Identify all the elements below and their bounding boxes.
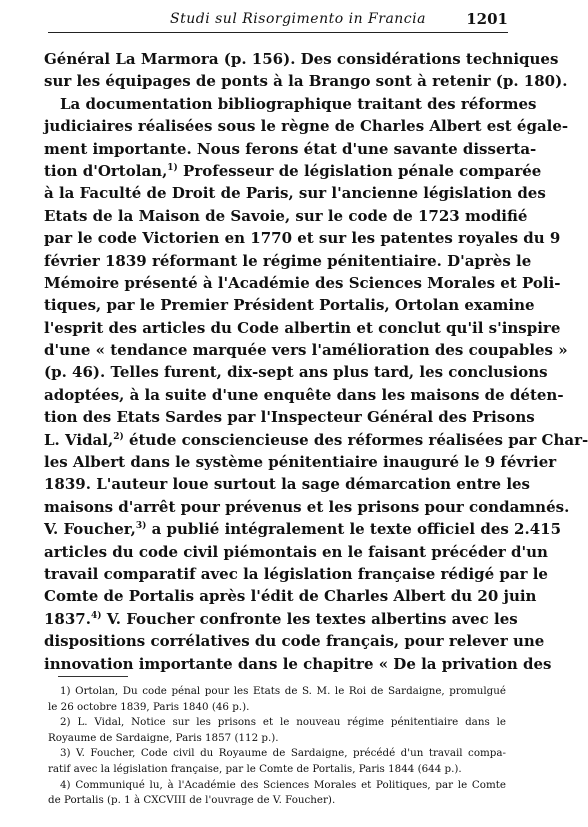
page-header (48, 10, 508, 33)
footnote-line: Royaume de Sardaigne, Paris 1857 (112 p.). (48, 731, 279, 744)
body-line (44, 160, 542, 182)
body-line: les Albert dans le système pénitentiaire inauguré le 9 février (44, 453, 557, 472)
body-line (44, 429, 588, 451)
body-line: Etats de la Maison de Savoie, sur le code de 1723 modifié (44, 206, 528, 225)
body-line: innovation importante dans le chapitre « De la privation des (44, 654, 552, 673)
body-text-segment: V. Foucher confronte les textes albertins avec les (101, 609, 518, 628)
body-line: judiciaires réalisées sous le règne de Charles Albert est égale- (44, 117, 569, 136)
body-line: sur les équipages de ponts à la Brango sont à retenir (p. 180). (44, 72, 568, 91)
body-line (44, 518, 562, 540)
body-text-segment: 1837. (44, 609, 91, 628)
body-line: par le code Victorien en 1770 et sur les patentes royales du 9 (44, 229, 561, 248)
footnote-line: 1) Ortolan, Du code pénal pour les Etats de S. M. le Roi de Sardaigne, promulgué (60, 685, 506, 697)
body-line: d'une « tendance marquée vers l'amélioration des coupables » (44, 341, 568, 360)
body-line: maisons d'arrêt pour prévenus et les prisons pour condamnés. (44, 497, 570, 516)
body-line: dispositions corrélatives du code français, pour relever une (44, 632, 545, 651)
footnote-line: 4) Communiqué lu, à l'Académie des Sciences Morales et Politiques, par le Comte (60, 778, 506, 791)
body-line: Mémoire présenté à l'Académie des Sciences Morales et Poli- (44, 273, 561, 292)
body-line: (p. 46). Telles furent, dix-sept ans plus tard, les conclusions (44, 363, 548, 382)
footnote-divider (58, 676, 128, 677)
body-line: Général La Marmora (p. 156). Des considérations techniques (44, 50, 559, 68)
body-line: Comte de Portalis après l'édit de Charles Albert du 20 juin (44, 587, 537, 606)
body-line: 1839. L'auteur loue surtout la sage démarcation entre les (44, 475, 531, 494)
footnote-line: le 26 octobre 1839, Paris 1840 (46 p.). (48, 700, 250, 713)
body-text-segment: tion d'Ortolan, (44, 161, 168, 180)
body-text-segment: V. Foucher, (44, 520, 136, 539)
running-title: Studi sul Risorgimento in Francia (170, 11, 426, 27)
footnote-line: 2) L. Vidal, Notice sur les prisons et le nouveau régime pénitentiaire dans le (60, 716, 506, 729)
body-line: La documentation bibliographique traitant des réformes (60, 94, 537, 113)
body-line: février 1839 réformant le régime pénitentiaire. D'après le (44, 251, 532, 270)
body-line: articles du code civil piémontais en le faisant précéder d'un (44, 542, 548, 561)
footnotes (48, 684, 506, 809)
body-text (44, 48, 588, 675)
body-line: ment importante. Nous ferons état d'une savante disserta- (44, 139, 537, 158)
footnote-mark: 4) (90, 610, 102, 621)
footnote-mark: 1) (167, 162, 178, 173)
body-line: à la Faculté de Droit de Paris, sur l'ancienne législation des (44, 184, 546, 203)
footnote-mark: 3) (135, 521, 147, 532)
footnote-line: 3) V. Foucher, Code civil du Royaume de Sardaigne, précédé d'un travail compa- (60, 747, 506, 760)
body-text-segment: étude consciencieuse des réformes réalisées par Char- (123, 430, 588, 449)
page-number: 1201 (466, 10, 508, 28)
footnote-mark: 2) (113, 431, 124, 442)
body-text-segment: a publié intégralement le texte officiel des 2.415 (146, 520, 562, 539)
body-text-segment: L. Vidal, (44, 430, 114, 449)
body-line (44, 608, 518, 630)
body-line: tiques, par le Premier Président Portalis, Ortolan examine (44, 296, 535, 315)
body-line: adoptées, à la suite d'une enquête dans les maisons de déten- (44, 385, 564, 404)
footnote-line: de Portalis (p. 1 à CXCVIII de l'ouvrage de V. Foucher). (48, 794, 336, 807)
body-line: tion des Etats Sardes par l'Inspecteur Général des Prisons (44, 408, 535, 427)
body-text-segment: Professeur de législation pénale comparée (177, 161, 542, 180)
body-line: travail comparatif avec la législation française rédigé par le (44, 564, 548, 583)
body-line: l'esprit des articles du Code albertin et conclut qu'il s'inspire (44, 318, 561, 337)
footnote-line: ratif avec la législation française, par le Comte de Portalis, Paris 1844 (644 p.). (48, 762, 462, 775)
